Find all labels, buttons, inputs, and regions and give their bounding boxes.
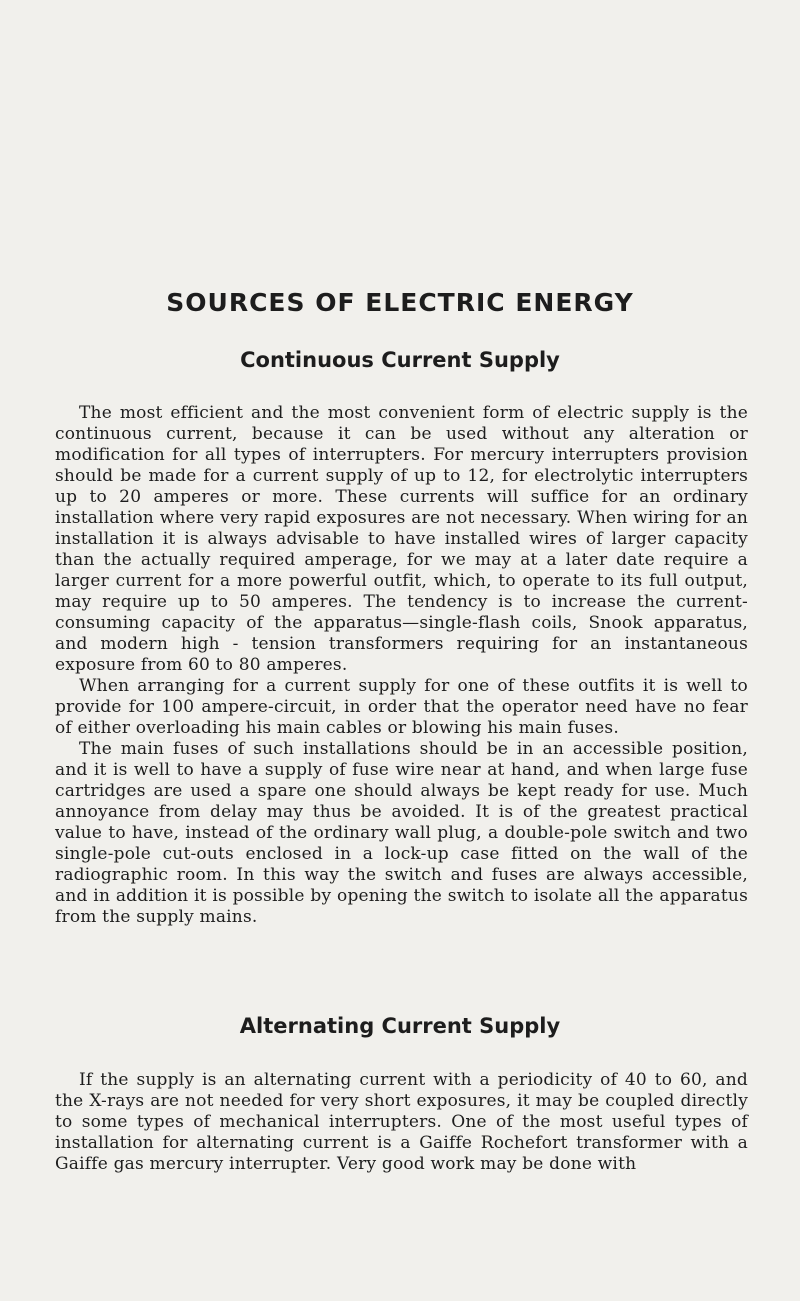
section-heading-alternating-current: Alternating Current Supply: [239, 1014, 561, 1038]
paragraph: The main fuses of such installations should be in an accessible position, and it is well to have a supply of fuse wire near at hand, and when large fuse cartridges are used a spare one should always be kept ready for use. Much annoyance from delay may thus be avoided. It is of the greatest practical value to have, instead of the ordinary wall plug, a double-pole switch and two single-pole cut-outs enclosed in a lock-up case fitted on the wall of the radiographic room. In this way the switch and fuses are always accessible, and in addition it is possible by opening the switch to isolate all the apparatus from the supply mains.: [55, 739, 748, 927]
paragraph: When arranging for a current supply for one of these outfits it is well to provide for 100 ampere-circuit, in order that the operator need have no fear of either overloading his main cables or blowing his main fuses.: [55, 676, 748, 738]
chapter-title: SOURCES OF ELECTRIC ENERGY: [166, 288, 634, 317]
section-body-alternating-current: [55, 1070, 748, 1175]
paragraph: If the supply is an alternating current with a periodicity of 40 to 60, and the X-rays are not needed for very short exposures, it may be coupled directly to some types of mechanical interrupters. One of the most useful types of installation for alternating current is a Gaiffe Rochefort transformer with a Gaiffe gas mercury interrupter. Very good work may be done with: [55, 1070, 748, 1174]
paragraph: The most efficient and the most convenient form of electric supply is the continuous current, because it can be used without any alteration or modification for all types of interrupters. For mercury interrupters provision should be made for a current supply of up to 12, for electrolytic interrupters up to 20 amperes or more. These currents will suffice for an ordinary installation where very rapid exposures are not necessary. When wiring for an installation it is always advisable to have installed wires of larger capacity than the actually required amperage, for we may at a later date require a larger current for a more powerful outfit, which, to operate to its full output, may require up to 50 amperes. The tendency is to increase the current-consuming capacity of the apparatus—single-flash coils, Snook apparatus, and modern high - tension transformers requiring for an instantaneous exposure from 60 to 80 amperes.: [55, 403, 748, 675]
section-heading-continuous-current: Continuous Current Supply: [240, 348, 560, 372]
section-body-continuous-current: [55, 403, 748, 928]
